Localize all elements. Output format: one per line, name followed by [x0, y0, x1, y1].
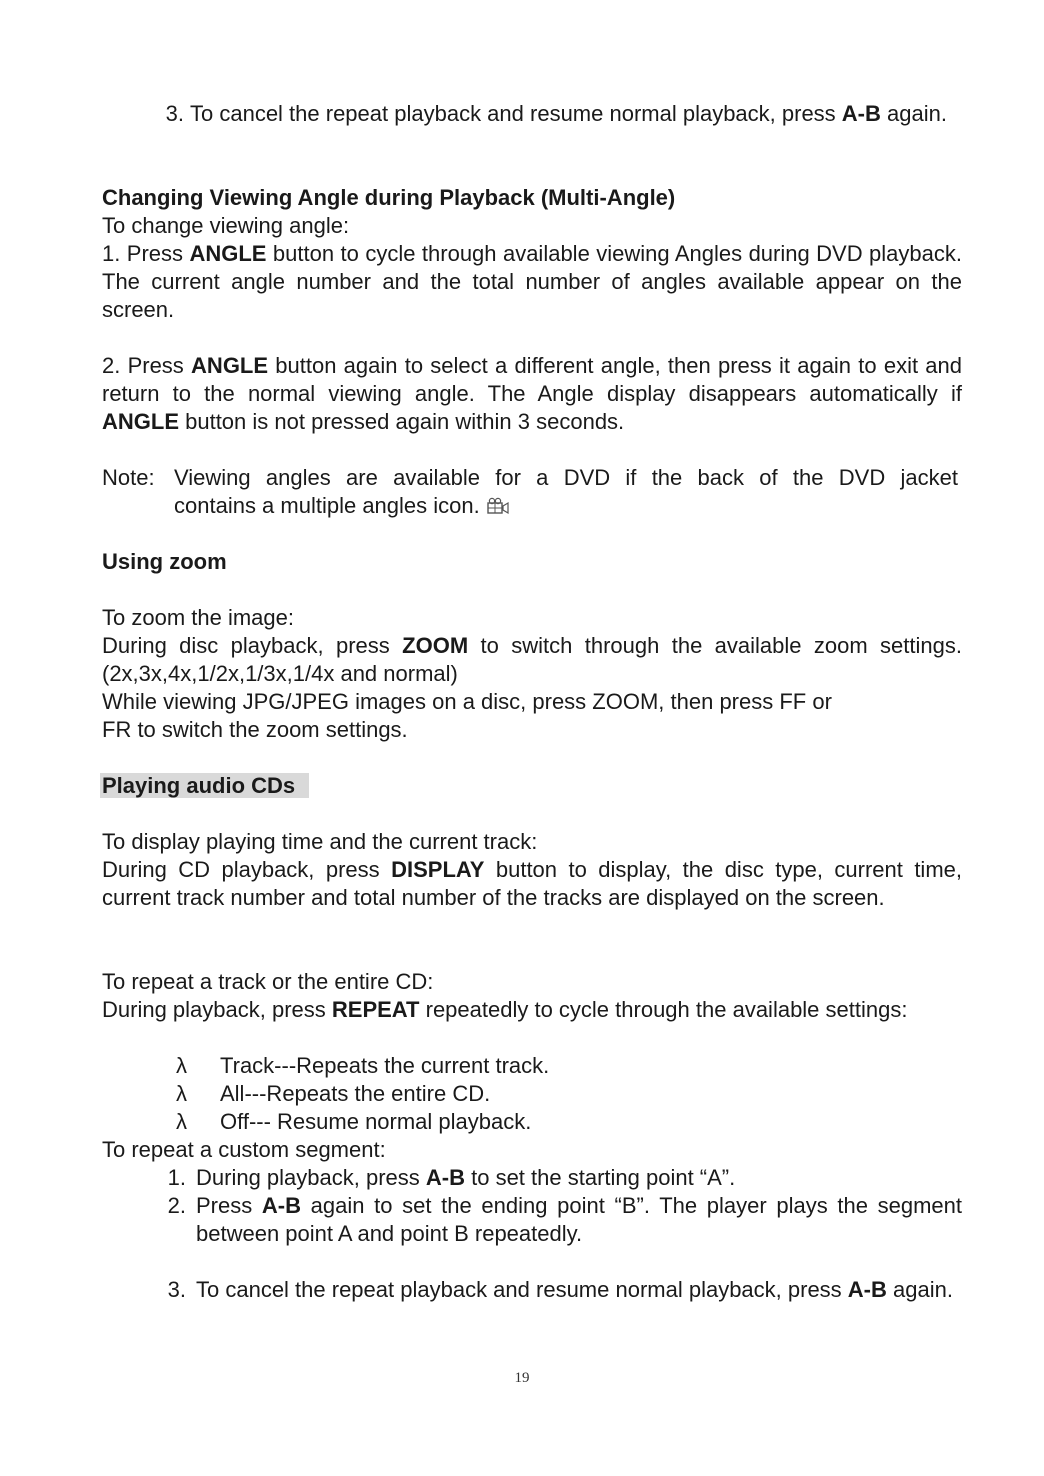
- display-paragraph: During CD playback, press DISPLAY button to display, the disc type, current time, current track number and total number of the tracks are displayed on the screen.: [102, 857, 962, 910]
- list-number: 1.: [167, 1165, 186, 1190]
- note-text-line1: Viewing angles are available for a DVD if the back of the DVD jacket: [174, 465, 958, 490]
- top-step-3: To cancel the repeat playback and resume normal playback, press A-B again.: [190, 101, 947, 126]
- angle-intro: To change viewing angle:: [102, 213, 350, 238]
- zoom-paragraph-2-line1: While viewing JPG/JPEG images on a disc, press ZOOM, then press FF or: [102, 689, 832, 714]
- section-heading-audio: Playing audio CDs: [102, 772, 309, 800]
- angle-step-1: 1. Press ANGLE button to cycle through available viewing Angles during DVD playback. The current angle number and the total number of angles available appear on the screen.: [102, 241, 963, 322]
- segment-intro: To repeat a custom segment:: [102, 1137, 386, 1162]
- page-number: 19: [514, 1370, 530, 1386]
- bullet-symbol: λ: [176, 1109, 187, 1134]
- section-heading-zoom: Using zoom: [102, 549, 227, 574]
- multi-angle-icon: [486, 494, 512, 522]
- zoom-paragraph-2-line2: FR to switch the zoom settings.: [102, 717, 408, 742]
- segment-step-1: During playback, press A-B to set the starting point “A”.: [196, 1165, 736, 1190]
- repeat-paragraph: During playback, press REPEAT repeatedly to cycle through the available settings:: [102, 997, 908, 1022]
- repeat-intro: To repeat a track or the entire CD:: [102, 969, 434, 994]
- bullet-symbol: λ: [176, 1053, 187, 1078]
- note-text-line2: contains a multiple angles icon.: [174, 492, 958, 522]
- zoom-intro: To zoom the image:: [102, 605, 294, 630]
- angle-step-2: 2. Press ANGLE button again to select a different angle, then press it again to exit and return to the normal viewing angle. The Angle display disappears automatically if ANGLE button is not pressed again within 3 seconds.: [102, 353, 963, 434]
- section-heading-angle: Changing Viewing Angle during Playback (Multi-Angle): [102, 185, 676, 210]
- list-number: 2.: [167, 1193, 186, 1218]
- bullet-all: All---Repeats the entire CD.: [220, 1081, 491, 1106]
- bullet-symbol: λ: [176, 1081, 187, 1106]
- list-number: 3.: [167, 1277, 186, 1302]
- segment-step-3: To cancel the repeat playback and resume normal playback, press A-B again.: [196, 1277, 953, 1302]
- bullet-off: Off--- Resume normal playback.: [220, 1109, 532, 1134]
- segment-step-2: Press A-B again to set the ending point “B”. The player plays the segment between point A and point B repeatedly.: [196, 1193, 962, 1246]
- list-number: 3.: [165, 101, 184, 126]
- zoom-paragraph-1: During disc playback, press ZOOM to switch through the available zoom settings.(2x,3x,4x,1/2x,1/3x,1/4x and normal): [102, 633, 962, 686]
- bullet-track: Track---Repeats the current track.: [220, 1053, 550, 1078]
- note-label: Note:: [102, 465, 155, 490]
- display-intro: To display playing time and the current track:: [102, 829, 538, 854]
